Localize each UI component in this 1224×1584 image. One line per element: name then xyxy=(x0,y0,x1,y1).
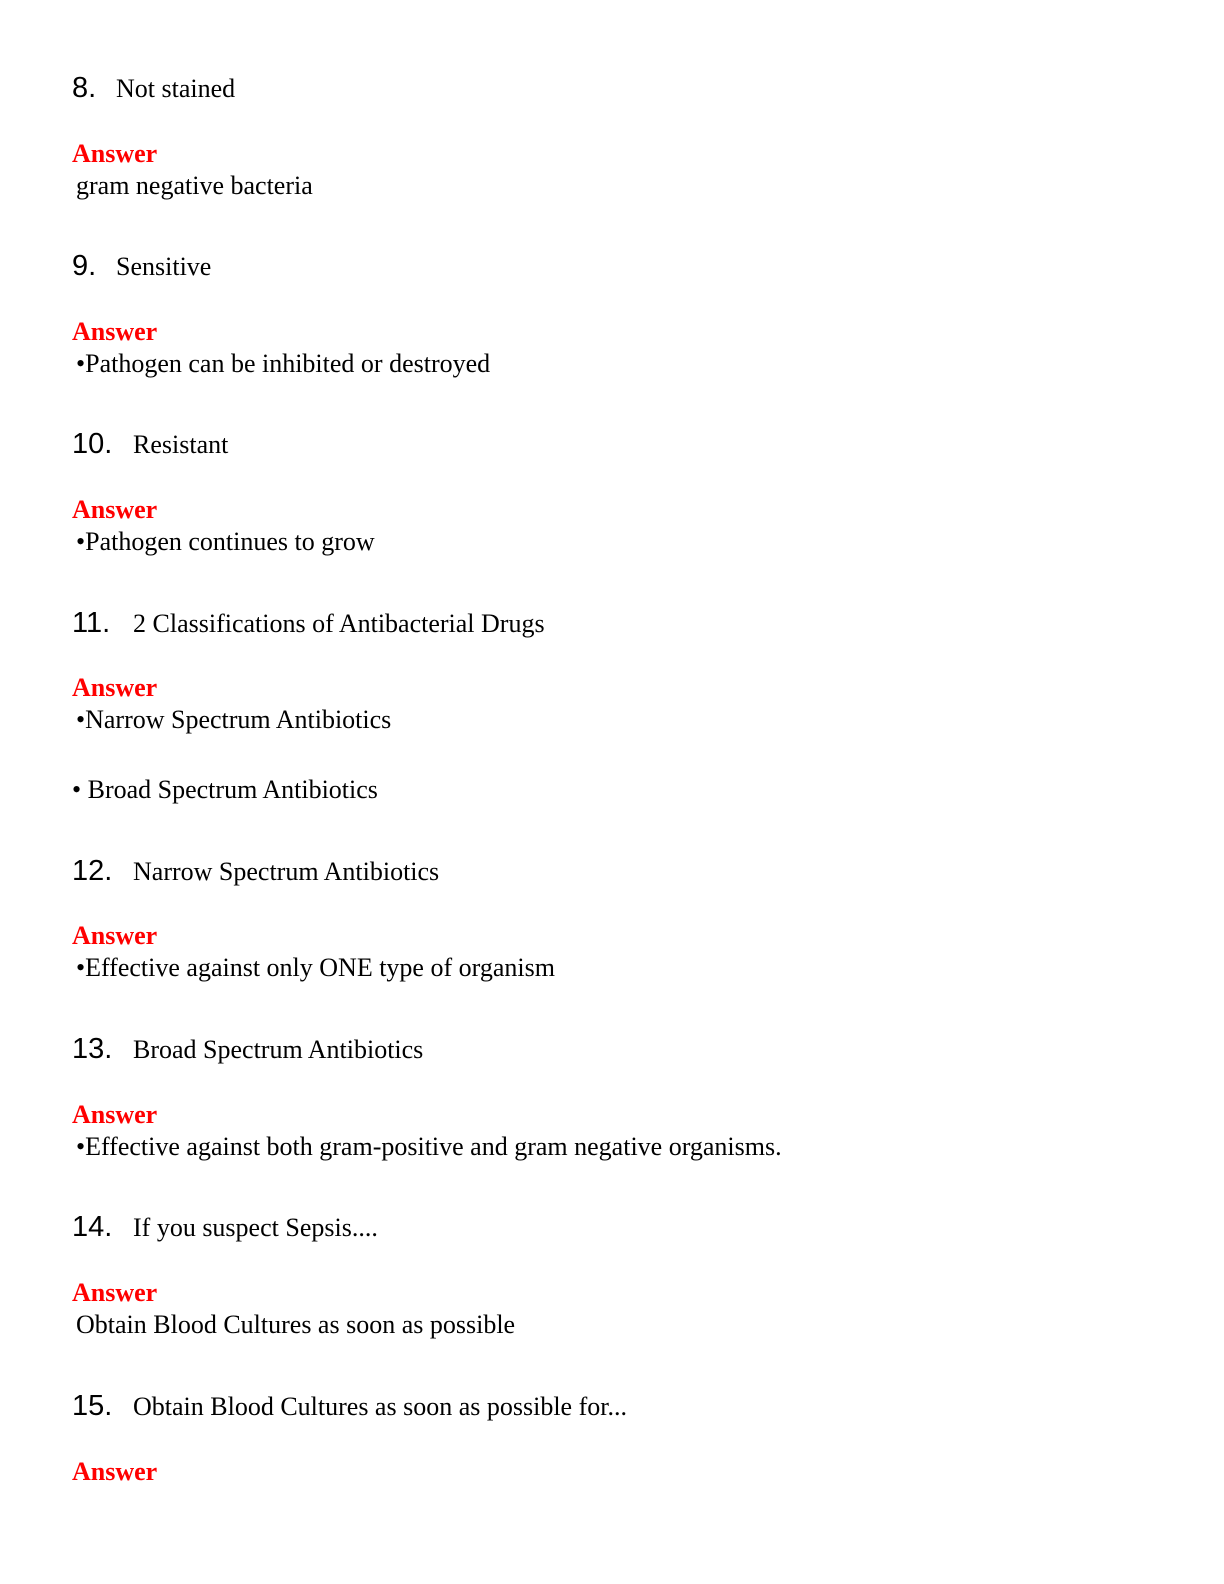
question-text: Resistant xyxy=(133,430,229,459)
question-number: 13. xyxy=(72,1033,113,1065)
question-number: 11. xyxy=(72,607,111,639)
answer-text: • Broad Spectrum Antibiotics xyxy=(72,775,378,804)
answer-label: Answer xyxy=(72,317,158,346)
question-number: 15. xyxy=(72,1390,113,1422)
answer-label: Answer xyxy=(72,1278,158,1307)
question-13 xyxy=(72,1033,423,1066)
question-text: Obtain Blood Cultures as soon as possible for... xyxy=(133,1392,627,1421)
question-text: 2 Classifications of Antibacterial Drugs xyxy=(133,609,545,638)
answer-text: gram negative bacteria xyxy=(76,171,313,200)
question-12 xyxy=(72,855,439,888)
question-8 xyxy=(72,72,235,105)
answer-text: •Effective against both gram-positive and gram negative organisms. xyxy=(76,1132,782,1161)
question-10 xyxy=(72,428,228,461)
question-text: Sensitive xyxy=(116,252,212,281)
question-number: 14. xyxy=(72,1211,113,1243)
answer-text: •Effective against only ONE type of organism xyxy=(76,953,555,982)
answer-label: Answer xyxy=(72,495,158,524)
question-text: Not stained xyxy=(116,74,236,103)
answer-label: Answer xyxy=(72,921,158,950)
question-text: Broad Spectrum Antibiotics xyxy=(133,1035,424,1064)
answer-text: •Narrow Spectrum Antibiotics xyxy=(76,705,392,734)
answer-label: Answer xyxy=(72,139,158,168)
answer-label: Answer xyxy=(72,673,158,702)
question-9 xyxy=(72,250,211,283)
answer-text: •Pathogen continues to grow xyxy=(76,527,375,556)
question-number: 8. xyxy=(72,72,97,104)
question-text: If you suspect Sepsis.... xyxy=(133,1213,378,1242)
question-text: Narrow Spectrum Antibiotics xyxy=(133,857,440,886)
question-11 xyxy=(72,607,545,640)
answer-label: Answer xyxy=(72,1457,158,1486)
answer-label: Answer xyxy=(72,1100,158,1129)
question-14 xyxy=(72,1211,378,1244)
answer-text: Obtain Blood Cultures as soon as possible xyxy=(76,1310,516,1339)
question-number: 9. xyxy=(72,250,97,282)
answer-text: •Pathogen can be inhibited or destroyed xyxy=(76,349,491,378)
question-number: 12. xyxy=(72,855,113,887)
question-number: 10. xyxy=(72,428,113,460)
question-15 xyxy=(72,1390,627,1423)
